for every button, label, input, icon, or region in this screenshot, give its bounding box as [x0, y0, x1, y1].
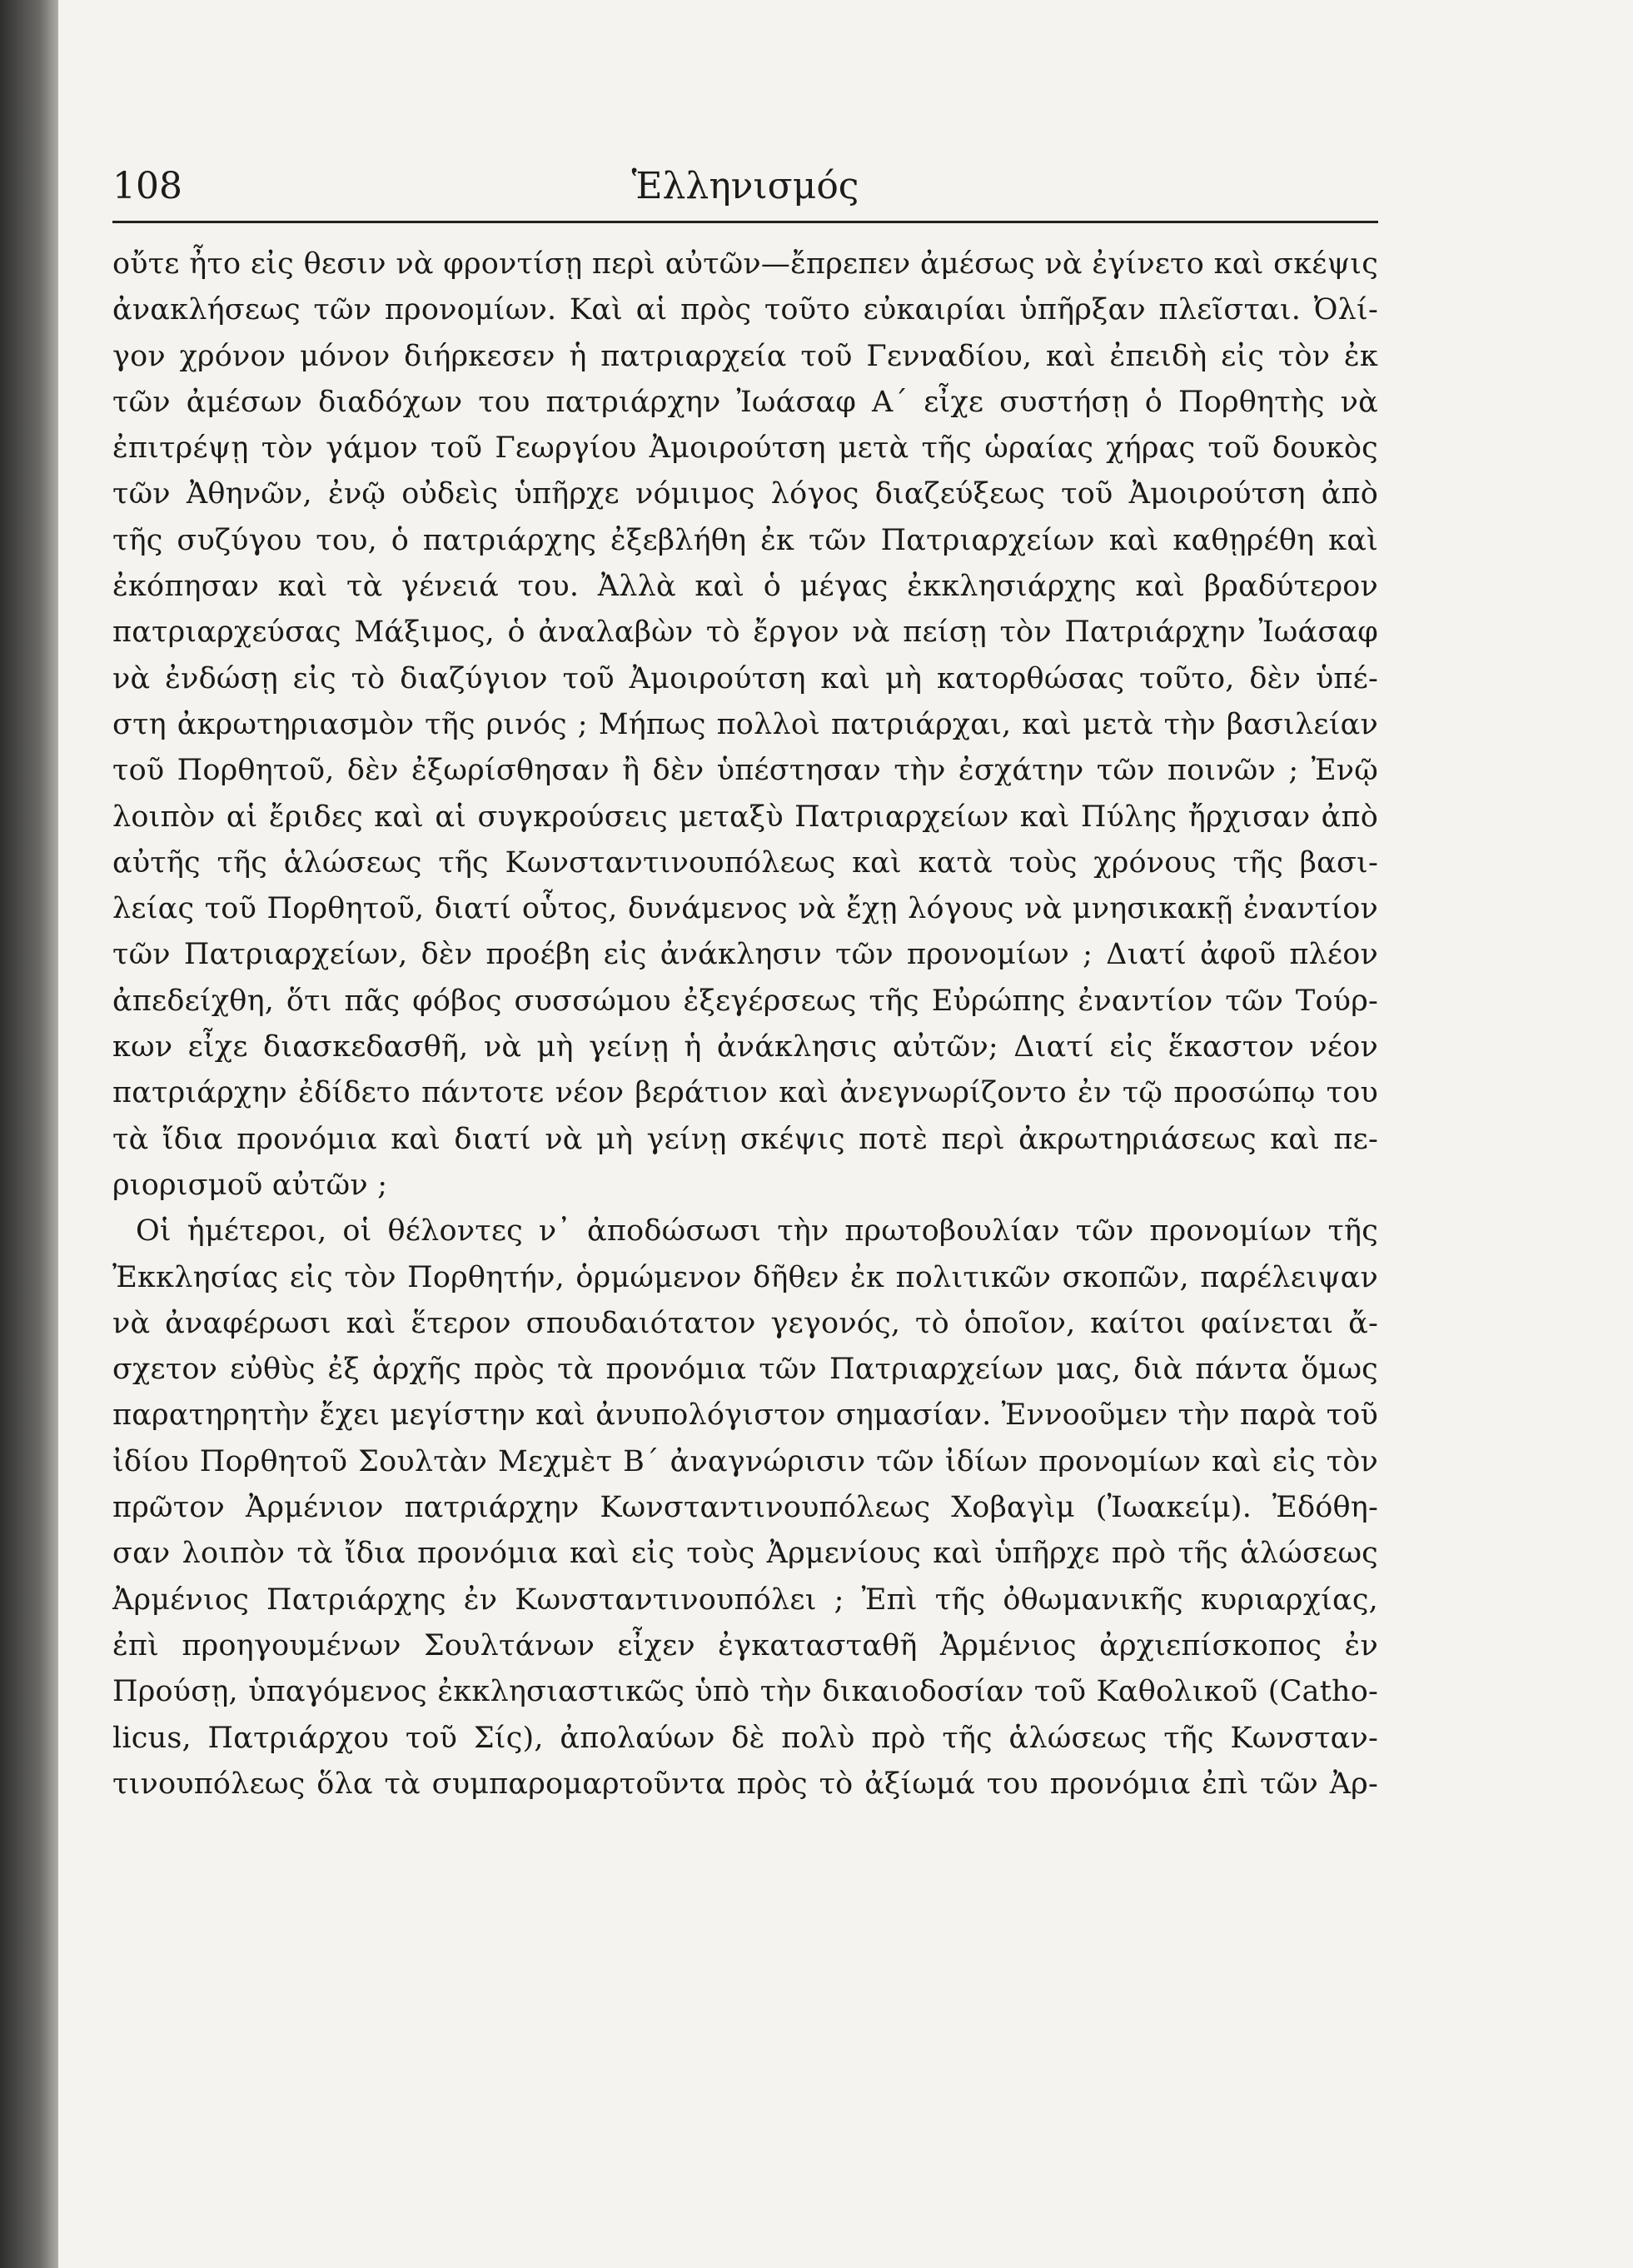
text-line: στη ἀκρωτηριασμὸν τῆς ρινός ; Μήπως πολλοὶ πατριάρχαι, καὶ μετὰ τὴν βασιλείαν	[112, 707, 1378, 741]
header-rule	[112, 221, 1378, 223]
paragraph-2	[112, 1209, 1378, 1807]
text-line: ριορισμοῦ αὐτῶν ;	[112, 1168, 388, 1202]
text-line: πατριάρχην ἐδίδετο πάντοτε νέον βεράτιον καὶ ἀνεγνωρίζοντο ἐν τῷ προσώπῳ του	[112, 1076, 1378, 1110]
text-line: σχετον εὐθὺς ἐξ ἀρχῆς πρὸς τὰ προνόμια τῶν Πατριαρχείων μας, διὰ πάντα ὅμως	[112, 1353, 1378, 1387]
text-line: τῶν ἀμέσων διαδόχων του πατριάρχην Ἰωάσαφ Α΄ εἶχε συστήσῃ ὁ Πορθητὴς νὰ	[112, 385, 1378, 419]
text-line: οὔτε ἦτο εἰς θεσιν νὰ φροντίσῃ περὶ αὐτῶν—ἔπρεπεν ἀμέσως νὰ ἐγίνετο καὶ σκέψις	[112, 247, 1378, 281]
text-line: Ἐκκλησίας εἰς τὸν Πορθητήν, ὁρμώμενον δῆθεν ἐκ πολιτικῶν σκοπῶν, παρέλειψαν	[112, 1260, 1378, 1294]
text-line: Οἱ ἡμέτεροι, οἱ θέλοντες ν᾽ ἀποδώσωσι τὴν πρωτοβουλίαν τῶν προνομίων τῆς	[136, 1214, 1378, 1249]
page-number: 108	[112, 165, 182, 207]
text-line: licus, Πατριάρχου τοῦ Σίς), ἀπολαύων δὲ πολὺ πρὸ τῆς ἁλώσεως τῆς Κωνσταν-	[112, 1721, 1378, 1755]
text-line: ἐκόπησαν καὶ τὰ γένειά του. Ἀλλὰ καὶ ὁ μέγας ἐκκλησιάρχης καὶ βραδύτερον	[112, 570, 1378, 604]
text-line: γον χρόνον μόνον διήρκεσεν ἡ πατριαρχεία τοῦ Γενναδίου, καὶ ἐπειδὴ εἰς τὸν ἐκ	[112, 339, 1378, 373]
text-line: ἐπὶ προηγουμένων Σουλτάνων εἶχεν ἐγκατασταθῆ Ἀρμένιος ἀρχιεπίσκοπος ἐν	[112, 1628, 1378, 1662]
text-line: νὰ ἐνδώσῃ εἰς τὸ διαζύγιον τοῦ Ἀμοιρούτση καὶ μὴ κατορθώσας τοῦτο, δὲν ὑπέ-	[112, 661, 1378, 695]
text-line: πρῶτον Ἀρμένιον πατριάρχην Κωνσταντινουπόλεως Χοβαγὶμ (Ἰωακείμ). Ἐδόθη-	[112, 1491, 1378, 1525]
text-line: Ἀρμένιος Πατριάρχης ἐν Κωνσταντινουπόλει ; Ἐπὶ τῆς ὀθωμανικῆς κυριαρχίας,	[112, 1583, 1378, 1617]
text-line: λείας τοῦ Πορθητοῦ, διατί οὗτος, δυνάμενος νὰ ἔχῃ λόγους νὰ μνησικακῇ ἐναντίον	[112, 892, 1378, 926]
text-line: τῶν Ἀθηνῶν, ἐνῷ οὐδεὶς ὑπῆρχε νόμιμος λόγος διαζεύξεως τοῦ Ἀμοιρούτση ἀπὸ	[112, 477, 1378, 511]
text-line: νὰ ἀναφέρωσι καὶ ἕτερον σπουδαιότατον γεγονός, τὸ ὁποῖον, καίτοι φαίνεται ἄ-	[112, 1306, 1378, 1340]
text-line: παρατηρητὴν ἔχει μεγίστην καὶ ἀνυπολόγιστον σημασίαν. Ἐννοοῦμεν τὴν παρὰ τοῦ	[112, 1398, 1378, 1433]
text-line: λοιπὸν αἱ ἔριδες καὶ αἱ συγκρούσεις μεταξὺ Πατριαρχείων καὶ Πύλης ἤρχισαν ἀπὸ	[112, 800, 1378, 834]
running-title: Ἑλληνισμός	[631, 165, 859, 207]
text-line: τινουπόλεως ὅλα τὰ συμπαρομαρτοῦντα πρὸς τὸ ἀξίωμά του προνόμια ἐπὶ τῶν Ἀρ-	[112, 1767, 1378, 1801]
text-line: ἰδίου Πορθητοῦ Σουλτὰν Μεχμὲτ Β΄ ἀναγνώρισιν τῶν ἰδίων προνομίων καὶ εἰς τὸν	[112, 1444, 1378, 1478]
running-head	[112, 157, 1378, 215]
scan-dark-edge	[0, 0, 67, 2268]
text-line: ἀπεδείχθη, ὅτι πᾶς φόβος συσσώμου ἐξεγέρσεως τῆς Εὐρώπης ἐναντίον τῶν Τούρ-	[112, 984, 1378, 1018]
text-line: τῆς συζύγου του, ὁ πατριάρχης ἐξεβλήθη ἐκ τῶν Πατριαρχείων καὶ καθῃρέθη καὶ	[112, 523, 1378, 557]
text-line: ἀνακλήσεως τῶν προνομίων. Καὶ αἱ πρὸς τοῦτο εὐκαιρίαι ὑπῆρξαν πλεῖσται. Ὀλί-	[112, 293, 1378, 327]
text-line: Προύσῃ, ὑπαγόμενος ἐκκλησιαστικῶς ὑπὸ τὴν δικαιοδοσίαν τοῦ Καθολικοῦ (Catho-	[112, 1675, 1378, 1709]
body-text	[112, 242, 1378, 1807]
text-line: τῶν Πατριαρχείων, δὲν προέβη εἰς ἀνάκλησιν τῶν προνομίων ; Διατί ἀφοῦ πλέον	[112, 938, 1378, 972]
paragraph-1	[112, 242, 1378, 1209]
text-line: κων εἶχε διασκεδασθῆ, νὰ μὴ γείνῃ ἡ ἀνάκλησις αὐτῶν; Διατί εἰς ἕκαστον νέον	[112, 1030, 1378, 1064]
text-line: τὰ ἴδια προνόμια καὶ διατί νὰ μὴ γείνῃ σκέψις ποτὲ περὶ ἀκρωτηριάσεως καὶ πε-	[112, 1122, 1378, 1156]
text-line: πατριαρχεύσας Μάξιμος, ὁ ἀναλαβὼν τὸ ἔργον νὰ πείσῃ τὸν Πατριάρχην Ἰωάσαφ	[112, 616, 1378, 650]
text-line: αὐτῆς τῆς ἁλώσεως τῆς Κωνσταντινουπόλεως καὶ κατὰ τοὺς χρόνους τῆς βασι-	[112, 845, 1378, 880]
text-line: σαν λοιπὸν τὰ ἴδια προνόμια καὶ εἰς τοὺς Ἀρμενίους καὶ ὑπῆρχε πρὸ τῆς ἁλώσεως	[112, 1537, 1378, 1571]
text-line: τοῦ Πορθητοῦ, δὲν ἐξωρίσθησαν ἢ δὲν ὑπέστησαν τὴν ἐσχάτην τῶν ποινῶν ; Ἐνῷ	[112, 754, 1378, 788]
text-line: ἐπιτρέψῃ τὸν γάμον τοῦ Γεωργίου Ἀμοιρούτση μετὰ τῆς ὡραίας χήρας τοῦ δουκὸς	[112, 431, 1378, 466]
